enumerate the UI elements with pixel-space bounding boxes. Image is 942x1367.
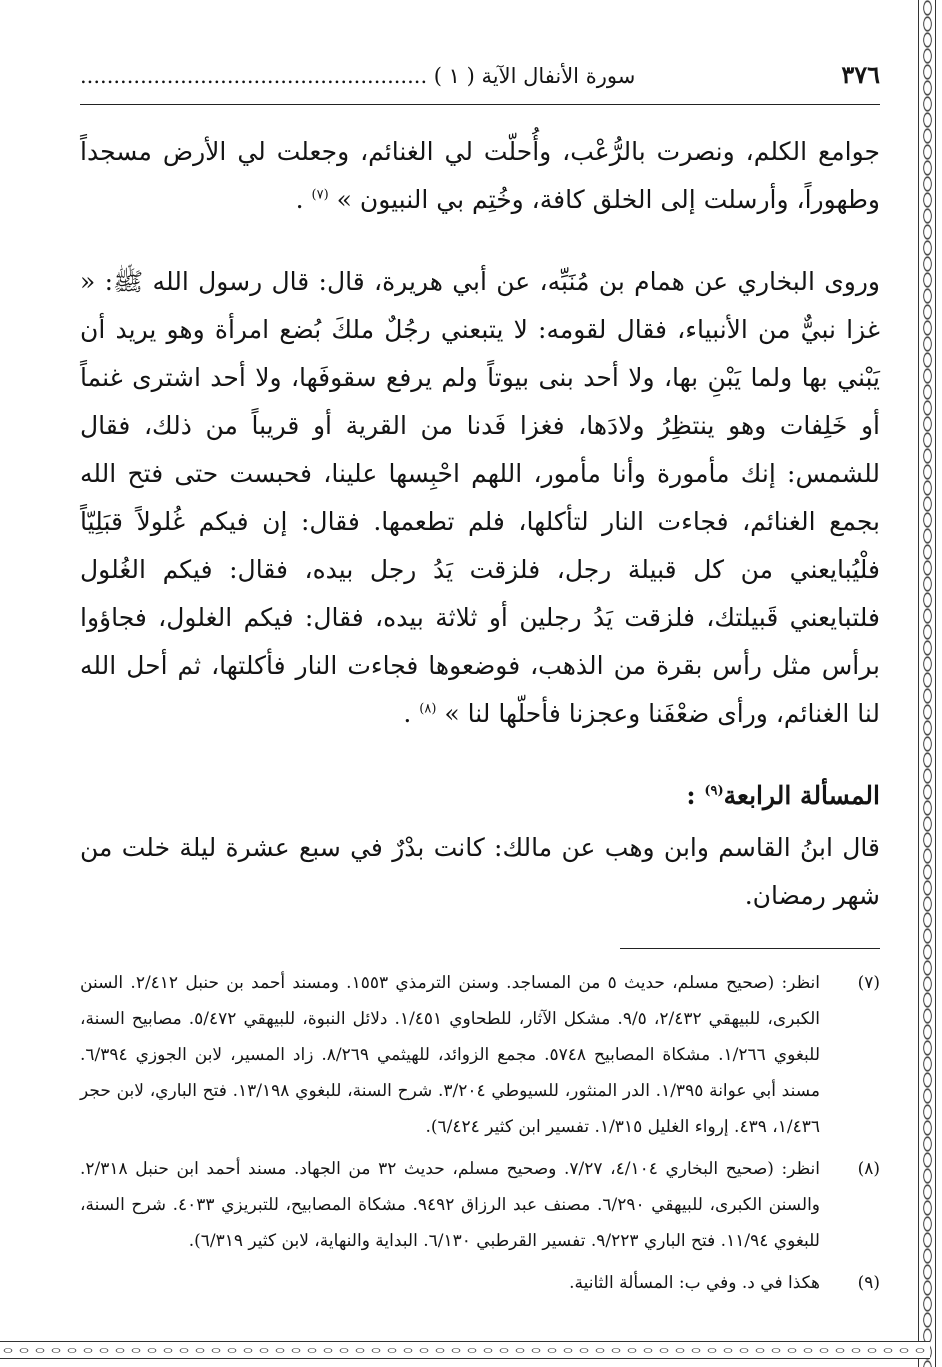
paragraph-2 (80, 258, 880, 738)
paragraph-1 (80, 128, 880, 224)
decorative-chain-border-right (918, 0, 936, 1367)
footnote-text: هكذا في د. وفي ب: المسألة الثانية. (569, 1273, 820, 1293)
paragraph-2-text: وروى البخاري عن همام بن مُنَبِّه، عن أبي هريرة، قال: قال رسول الله ﷺ: « غزا نبيٌّ من الأنبياء، فقال لقومه: لا يتبعني رجُلٌ ملكَ بُضع امرأة وهو يريد أن يَبْني بها ولما يَبْنِ بها، ولا أحد بنى بيوتاً ولم يرفع سقوفَها، ولا أحد اشترى غنماً أو خَلِفات وهو ينتظِرُ ولادَها، فغزا فَدنا من القرية أو قريباً من ذلك، فقال للشمس: إنك مأمورة وأنا مأمور، اللهم احْبِسها علينا، فحبست حتى فتح الله بجمع الغنائم، فجاءت النار لتأكلها، فلم تطعمها. فقال: إن فيكم غُلولاً قبَلِيّاً فلْيُبايعني من كل قبيلة رجل، فلزقت يَدُ رجل بيده، فقال: فيكم الغُلول فلتبايعني قَبيلتك، فلزقت يَدُ رجلين أو ثلاثة بيده، فقال: فيكم الغلول، فجاؤوا برأس مثل رأس بقرة من الذهب، فوضعوها فجاءت النار فأكلتها، ثم أحل الله لنا الغنائم، ورأى ضعْفَنا وعجزنا فأحلّها لنا » (80, 267, 880, 728)
footnote-9 (80, 1265, 880, 1301)
footnote-ref-8[interactable]: (٨) (419, 701, 437, 717)
footnote-number: (٧) (857, 973, 880, 993)
section-heading-tail: : (686, 781, 696, 810)
paragraph-2-tail: . (403, 699, 412, 728)
footnotes (80, 965, 880, 1301)
footnote-ref-7[interactable]: (٧) (311, 187, 329, 203)
footnote-text: انظر: (صحيح البخاري ٤/١٠٤، ٧/٢٧. وصحيح مسلم، حديث ٣٢ من الجهاد. مسند أحمد ابن حنبل ٢/٣١٨. والسنن الكبرى، للبيهقي ٦/٢٩٠. مصنف عبد الرزاق ٩٤٩٢. مشكاة المصابيح، للتبريزي ٤٠٣٣. شرح السنة، للبغوي ١١/٩٤. فتح الباري ٩/٢٢٣. تفسير القرطبي ٦/١٣٠. البداية والنهاية، لابن كثير ٦/٣١٩). (80, 1159, 821, 1251)
section-heading-text: المسألة الرابعة (723, 781, 880, 810)
section-heading (80, 772, 880, 820)
main-text (80, 128, 880, 920)
footnote-8 (80, 1151, 880, 1259)
footnote-number: (٩) (857, 1273, 880, 1293)
footnote-ref-9[interactable]: (٩) (704, 783, 724, 799)
running-title: سورة الأنفال الآية ( ١ ) .................................................... (80, 64, 636, 88)
page-header (80, 60, 880, 100)
footnote-7 (80, 965, 880, 1145)
paragraph-1-tail: . (295, 185, 304, 214)
book-page (80, 60, 880, 1301)
footnote-text: انظر: (صحيح مسلم، حديث ٥ من المساجد. وسنن الترمذي ١٥٥٣. ومسند أحمد بن حنبل ٢/٤١٢. السنن الكبرى، للبيهقي ٢/٤٣٢، ٩/٥. مشكل الآثار، للطحاوي ١/٤٥١. دلائل النبوة، للبيهقي ٥/٤٧٢. مصابيح السنة، للبغوي ١/٢٦٦. مشكاة المصابيح ٥٧٤٨. مجمع الزوائد، للهيثمي ٨/٢٦٩. زاد المسير، لابن الجوزي ٦/٣٩٤. مسند أبي عوانة ١/٣٩٥. الدر المنثور، للسيوطي ٣/٢٠٤. شرح السنة، للبغوي ١٣/١٩٨. فتح الباري، لابن حجر ١/٤٣٦، ٤٣٩. إرواء الغليل ١/٣١٥. تفسير ابن كثير ٦/٤٢٤). (80, 973, 821, 1137)
decorative-chain-border-bottom (0, 1341, 930, 1359)
footnote-number: (٨) (857, 1159, 880, 1179)
page-number: ٣٧٦ (841, 60, 880, 89)
paragraph-3: قال ابنُ القاسم وابن وهب عن مالك: كانت بدْرٌ في سبع عشرة ليلة خلت من شهر رمضان. (80, 833, 880, 910)
paragraph-1-text: جوامع الكلم، ونصرت بالرُّعْب، وأُحلّت لي الغنائم، وجعلت لي الأرض مسجداً وطهوراً، وأرسلت إلى الخلق كافة، وخُتِم بي النبيون » (80, 137, 880, 214)
header-rule (80, 104, 880, 105)
footnote-divider (620, 948, 880, 949)
